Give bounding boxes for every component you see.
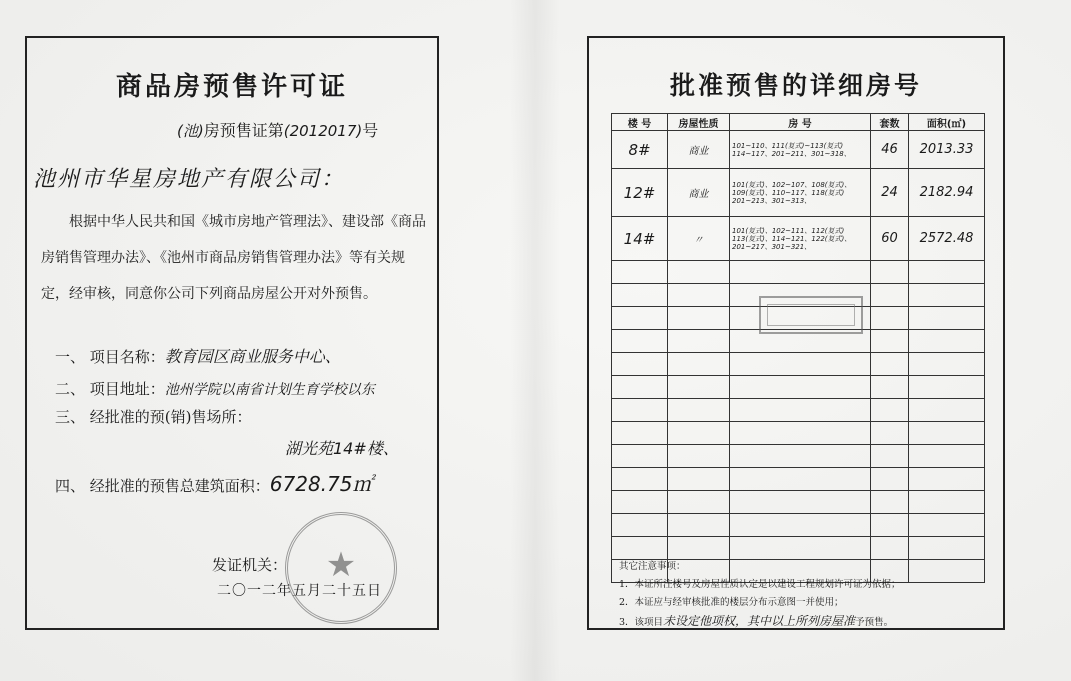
item-project-address bbox=[55, 378, 375, 399]
table-row bbox=[612, 169, 985, 217]
permit-paragraph: 根据中华人民共和国《城市房地产管理法》、建设部《商品房销售管理办法》、《池州市商品房销售管理办法》等有关规定，经审核，同意你公司下列商品房屋公开对外预售。 bbox=[41, 214, 426, 302]
table-row-empty bbox=[612, 491, 985, 514]
item-value: 教育园区商业服务中心、 bbox=[164, 347, 341, 366]
room-details-panel bbox=[587, 36, 1005, 630]
item-label: 三、 经批准的预(销)售场所： bbox=[55, 408, 252, 426]
note-3-suffix: 予预售。 bbox=[855, 617, 894, 628]
company-name: 池州市华星房地产有限公司： bbox=[33, 167, 346, 192]
table-header-row bbox=[612, 114, 985, 131]
cert-prefix: (池) bbox=[177, 122, 204, 140]
cell-nature: 〃 bbox=[668, 217, 730, 261]
notes-section bbox=[619, 558, 999, 632]
cell-area: 2013.33 bbox=[909, 131, 985, 169]
item-value: 6728.75㎡ bbox=[269, 472, 373, 496]
seal-star-icon: ★ bbox=[325, 545, 357, 585]
official-seal bbox=[285, 512, 397, 624]
col-nature: 房屋性质 bbox=[668, 114, 730, 131]
item-total-area bbox=[55, 468, 373, 497]
cell-building: 8# bbox=[612, 131, 668, 169]
cell-area: 2572.48 bbox=[909, 217, 985, 261]
item-project-name bbox=[55, 344, 341, 367]
cell-building: 14# bbox=[612, 217, 668, 261]
item-value: 湖光苑14#楼、 bbox=[285, 439, 399, 458]
table-row-empty bbox=[612, 445, 985, 468]
table-row-empty bbox=[612, 514, 985, 537]
cell-nature: 商业 bbox=[668, 169, 730, 217]
cell-area: 2182.94 bbox=[909, 169, 985, 217]
item-value: 池州学院以南省计划生育学校以东 bbox=[164, 382, 375, 398]
col-count: 套数 bbox=[871, 114, 909, 131]
rectangular-stamp bbox=[759, 296, 863, 334]
permit-title: 商品房预售许可证 bbox=[115, 72, 348, 102]
item-sales-place-value bbox=[285, 436, 399, 459]
note-3 bbox=[619, 612, 999, 632]
notes-title: 其它注意事项： bbox=[619, 561, 686, 572]
col-area: 面积(㎡) bbox=[909, 114, 985, 131]
permit-body bbox=[41, 204, 431, 312]
table-row-empty bbox=[612, 468, 985, 491]
cell-building: 12# bbox=[612, 169, 668, 217]
note-1: 1．本证所注楼号及房屋性质认定是以建设工程规划许可证为依据； bbox=[619, 579, 901, 590]
certificate-number bbox=[177, 118, 378, 141]
table-row bbox=[612, 131, 985, 169]
cell-count: 60 bbox=[871, 217, 909, 261]
col-building: 楼 号 bbox=[612, 114, 668, 131]
room-table bbox=[611, 113, 985, 583]
cert-number: (2012017) bbox=[283, 122, 363, 140]
item-label: 二、 项目地址： bbox=[55, 380, 165, 398]
details-title: 批准预售的详细房号 bbox=[669, 71, 922, 100]
table-row-empty bbox=[612, 376, 985, 399]
note-2: 2．本证应与经审核批准的楼层分布示意图一并使用； bbox=[619, 597, 844, 608]
table-row-empty bbox=[612, 353, 985, 376]
cell-nature: 商业 bbox=[668, 131, 730, 169]
presale-permit-panel bbox=[25, 36, 439, 630]
issuing-authority: 发证机关： bbox=[212, 556, 288, 574]
table-row-empty bbox=[612, 261, 985, 284]
issue-date: 二〇一二年五月二十五日 bbox=[217, 583, 382, 599]
item-label: 一、 项目名称： bbox=[55, 348, 165, 366]
note-3-handwritten: 未设定他项权，其中以上所列房屋准 bbox=[663, 614, 856, 628]
item-label: 四、 经批准的预售总建筑面积： bbox=[55, 477, 270, 495]
cell-rooms: 101(复式)、102~107、108(复式)、109(复式)、110~117、118(复式) 201~213、301~313、 bbox=[730, 169, 871, 217]
note-3-prefix: 3．该项目 bbox=[619, 617, 664, 628]
cell-rooms: 101(复式)、102~111、112(复式) 113(复式)、114~121、122(复式)、201~217、301~321、 bbox=[730, 217, 871, 261]
cell-count: 24 bbox=[871, 169, 909, 217]
table-row bbox=[612, 217, 985, 261]
cert-suffix: 号 bbox=[362, 121, 379, 140]
table-row-empty bbox=[612, 422, 985, 445]
table-row-empty bbox=[612, 537, 985, 560]
cert-mid: 房预售证第 bbox=[203, 121, 284, 140]
page-fold bbox=[510, 0, 560, 681]
col-rooms: 房 号 bbox=[730, 114, 871, 131]
item-sales-place bbox=[55, 406, 251, 427]
table-row-empty bbox=[612, 399, 985, 422]
cell-count: 46 bbox=[871, 131, 909, 169]
cell-rooms: 101~110、111(复式)~113(复式) 114~117、201~211、301~318、 bbox=[730, 131, 871, 169]
